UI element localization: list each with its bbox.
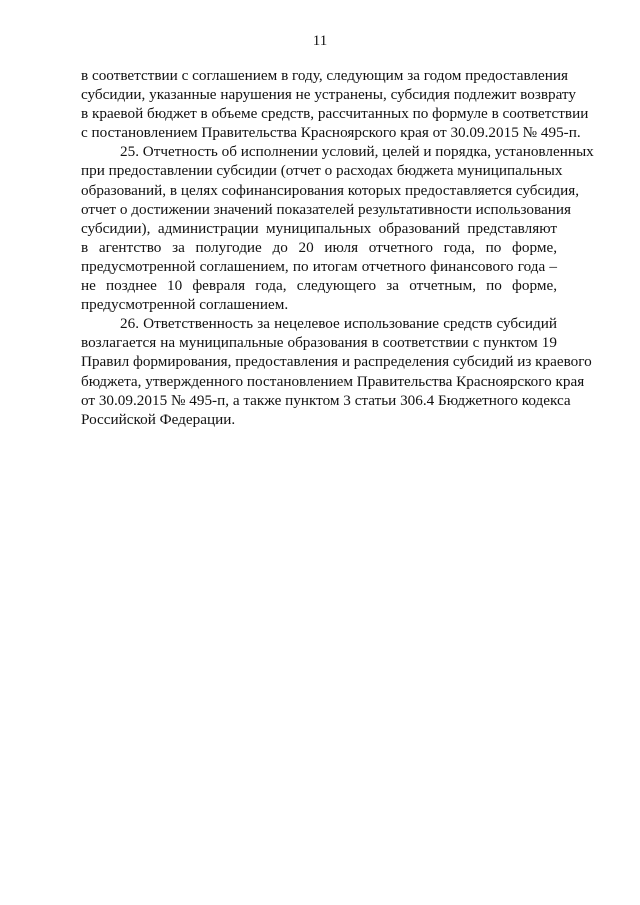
text-line: субсидии), администрации муниципальных образований представляют [81, 219, 557, 237]
document-body [81, 66, 594, 429]
text-line: отчет о достижении значений показателей результативности использования [81, 200, 571, 218]
paragraph-26 [81, 314, 592, 429]
text-line: предусмотренной соглашением. [81, 296, 289, 314]
text-line: субсидии, указанные нарушения не устранены, субсидия подлежит возврату [81, 86, 576, 104]
paragraph-25 [81, 142, 594, 314]
text-line: предусмотренной соглашением, по итогам отчетного финансового года – [81, 257, 557, 275]
text-line: Правил формирования, предоставления и распределения субсидий из краевого [81, 353, 592, 371]
text-line: образований, в целях софинансирования которых предоставляется субсидия, [81, 181, 580, 199]
text-line: 26. Ответственность за нецелевое использование средств субсидий [120, 315, 557, 333]
text-line: в агентство за полугодие до 20 июля отчетного года, по форме, [81, 238, 557, 256]
text-line: с постановлением Правительства Красноярского края от 30.09.2015 № 495-п. [81, 124, 581, 142]
text-line: возлагается на муниципальные образования в соответствии с пунктом 19 [81, 334, 557, 352]
text-line: бюджета, утвержденного постановлением Правительства Красноярского края [81, 372, 585, 390]
text-line: от 30.09.2015 № 495-п, а также пунктом 3 статьи 306.4 Бюджетного кодекса [81, 391, 571, 409]
text-line: Российской Федерации. [81, 410, 236, 428]
text-line: при предоставлении субсидии (отчет о расходах бюджета муниципальных [81, 162, 563, 180]
text-line: в соответствии с соглашением в году, следующим за годом предоставления [81, 67, 568, 84]
text-line: 25. Отчетность об исполнении условий, целей и порядка, установленных [120, 143, 594, 161]
page-number: 11 [312, 33, 328, 49]
text-line: в краевой бюджет в объеме средств, рассчитанных по формуле в соответствии [81, 105, 589, 123]
paragraph-continuation [81, 66, 589, 142]
text-line: не позднее 10 февраля года, следующего за отчетным, по форме, [81, 277, 557, 295]
